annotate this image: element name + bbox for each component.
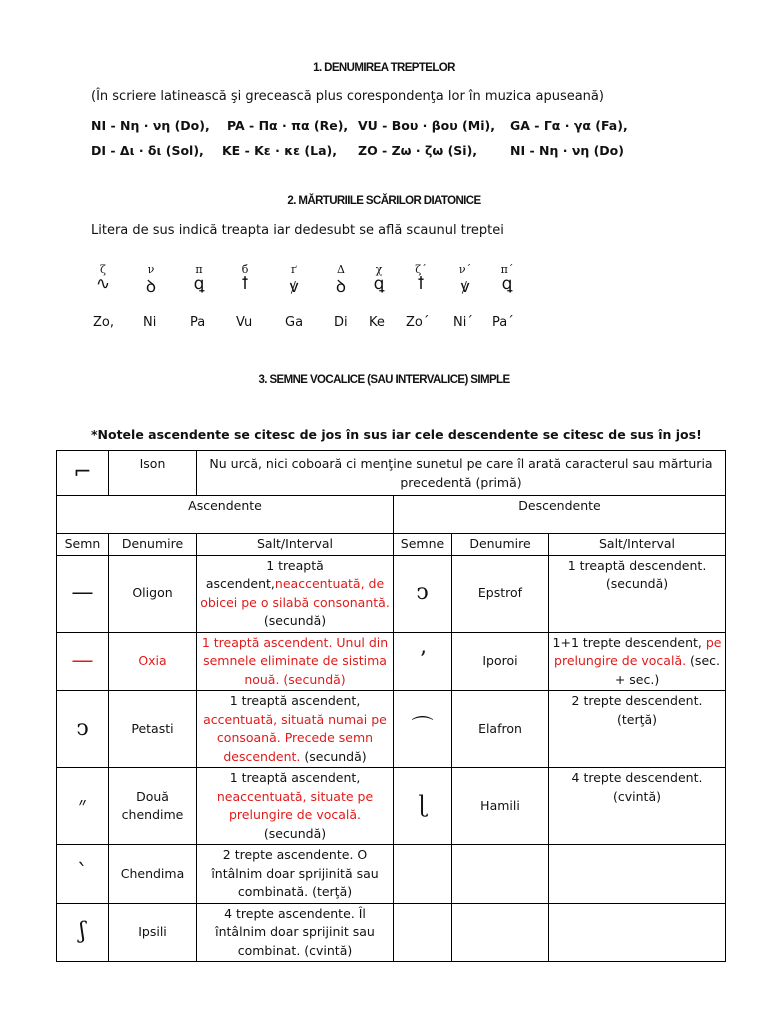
sign-interval: 2 trepte ascendente. O întâlnim doar sprijinită sau combinată. (terţă) bbox=[197, 845, 394, 904]
ipsili-sign: ʃ bbox=[57, 903, 109, 962]
ison-name: Ison bbox=[109, 451, 197, 496]
elafron-sign: ⌒ bbox=[394, 691, 452, 768]
sign-name: Chendima bbox=[109, 845, 197, 904]
petasti-sign: ↄ bbox=[57, 691, 109, 768]
sign-name: Petasti bbox=[109, 691, 197, 768]
note-vu: VU - Βου · βου (Mi), bbox=[358, 118, 495, 133]
note-ke: KE - Κε · κε (La), bbox=[222, 143, 337, 158]
sign-interval: 4 trepte ascendente. Îl întâlnim doar sprijinit sau combinat. (cvintă) bbox=[197, 903, 394, 962]
sign-interval: 1 treaptă ascendent, neaccentuată, situate pe prelungire de vocală. (secundă) bbox=[197, 768, 394, 845]
col-denumire-desc: Denumire bbox=[452, 534, 549, 556]
doua-chendime-sign: ״ bbox=[57, 768, 109, 845]
col-denumire: Denumire bbox=[109, 534, 197, 556]
ascendente-header: Ascendente bbox=[57, 496, 394, 534]
martyria-bottom-ga: ꝟ bbox=[289, 277, 299, 297]
martyria-top-zo-high: ζ´ bbox=[415, 263, 427, 276]
empty-name-cell bbox=[452, 903, 549, 962]
empty-name-cell bbox=[452, 845, 549, 904]
sign-interval: 1 treaptă ascendent. Unul din semnele eliminate de sistima nouă. (secundă) bbox=[197, 632, 394, 691]
sign-name: Ipsili bbox=[109, 903, 197, 962]
sign-name: Două chendime bbox=[109, 768, 197, 845]
martyria-top-pa: π bbox=[195, 263, 203, 276]
ison-description: Nu urcă, nici coboară ci menţine sunetul pe care îl arată caracterul sau mărturia precedentă (primă) bbox=[197, 451, 726, 496]
section2-intro: Litera de sus indică treapta iar dedesubt se află scaunul treptei bbox=[91, 223, 504, 238]
martyria-bottom-pa: ꝗ bbox=[193, 274, 205, 294]
martyria-bottom-zo: ∿ bbox=[95, 274, 111, 294]
table-row-ison bbox=[57, 451, 726, 496]
sign-name: Oligon bbox=[109, 555, 197, 632]
sign-name: Iporoi bbox=[452, 632, 549, 691]
note-zo: ZO - Ζω · ζω (Si), bbox=[358, 143, 478, 158]
note-ni-high: NI - Νη · νη (Do) bbox=[510, 143, 624, 158]
vocal-signs-table bbox=[56, 450, 726, 962]
oxia-sign: — bbox=[57, 632, 109, 691]
sign-interval: 2 trepte descendent. (terţă) bbox=[549, 691, 726, 768]
sign-interval: 4 trepte descendent. (cvintă) bbox=[549, 768, 726, 845]
sign-name: Oxia bbox=[109, 632, 197, 691]
ison-symbol: ⌐ bbox=[57, 451, 109, 496]
martyria-bottom-di: ꝺ bbox=[335, 277, 347, 297]
empty-interval-cell bbox=[549, 845, 726, 904]
martyria-bottom-ni-high: ꝟ bbox=[460, 277, 470, 297]
col-salt: Salt/Interval bbox=[197, 534, 394, 556]
martyria-bottom-pa-high: ꝗ bbox=[501, 274, 513, 294]
table-row bbox=[57, 632, 726, 691]
section2-heading: 2. MĂRTURIILE SCĂRILOR DIATONICE bbox=[287, 195, 481, 207]
note-di: DI - Δι · δι (Sol), bbox=[91, 143, 204, 158]
martyria-bottom-ke: ꝗ bbox=[373, 274, 385, 294]
martyria-name-pa: Pa bbox=[190, 315, 206, 330]
martyria-top-ni-high: ν´ bbox=[458, 263, 472, 276]
martyria-name-ke: Ke bbox=[369, 315, 385, 330]
note-pa: PA - Πα · πα (Re), bbox=[227, 118, 349, 133]
martyria-name-ni: Ni bbox=[143, 315, 157, 330]
martyria-name-ga: Ga bbox=[285, 315, 304, 330]
sign-name: Elafron bbox=[452, 691, 549, 768]
sign-name: Epstrof bbox=[452, 555, 549, 632]
table-row bbox=[57, 555, 726, 632]
reading-note: *Notele ascendente se citesc de jos în sus iar cele descendente se citesc de sus în jos! bbox=[91, 427, 702, 442]
descendente-header: Descendente bbox=[394, 496, 726, 534]
epstrof-sign: ↄ bbox=[394, 555, 452, 632]
martyria-bottom-ni: ꝺ bbox=[145, 277, 157, 297]
col-semn: Semn bbox=[57, 534, 109, 556]
martyria-top-vu: б bbox=[241, 263, 249, 276]
martyria-top-ni: ν bbox=[147, 263, 155, 276]
note-ga: GA - Γα · γα (Fa), bbox=[510, 118, 628, 133]
chendima-sign: ˋ bbox=[57, 845, 109, 904]
martyria-bottom-vu: ꝉ bbox=[241, 274, 249, 294]
sign-interval: 1 treaptă descendent. (secundă) bbox=[549, 555, 726, 632]
martyria-top-ga: ґ bbox=[291, 263, 297, 276]
table-row bbox=[57, 768, 726, 845]
martyria-top-zo: ζ bbox=[100, 263, 106, 276]
oligon-sign: — bbox=[57, 555, 109, 632]
iporoi-sign: ʼ bbox=[394, 632, 452, 691]
martyria-name-zo-high: Zo´ bbox=[406, 315, 430, 330]
martyria-name-zo: Zo, bbox=[93, 315, 114, 330]
martyria-bottom-zo-high: ꝉ bbox=[417, 274, 425, 294]
section3-heading: 3. SEMNE VOCALICE (SAU INTERVALICE) SIMPLE bbox=[258, 374, 510, 386]
section1-heading: 1. DENUMIREA TREPTELOR bbox=[313, 62, 455, 74]
sign-interval: 1 treaptă ascendent,neaccentuată, de obicei pe o silabă consonantă. (secundă) bbox=[197, 555, 394, 632]
note-ni: NI - Νη · νη (Do), bbox=[91, 118, 210, 133]
hamili-sign: ɭ bbox=[394, 768, 452, 845]
table-header-row bbox=[57, 534, 726, 556]
sign-interval: 1 treaptă ascendent, accentuată, situată numai pe consoană. Precede semn descendent. (secundă) bbox=[197, 691, 394, 768]
section1-intro: (În scriere latinească şi grecească plus corespondenţa lor în muzica apuseană) bbox=[91, 89, 604, 104]
table-row-groups bbox=[57, 496, 726, 534]
martyria-name-pa-high: Pa´ bbox=[492, 315, 514, 330]
sign-name: Hamili bbox=[452, 768, 549, 845]
martyria-name-ni-high: Ni´ bbox=[453, 315, 473, 330]
martyria-top-ke: χ bbox=[375, 263, 383, 276]
col-semne: Semne bbox=[394, 534, 452, 556]
martyria-top-di: Δ bbox=[337, 263, 345, 276]
table-row bbox=[57, 903, 726, 962]
sign-interval: 1+1 trepte descendent, pe prelungire de vocală. (sec. + sec.) bbox=[549, 632, 726, 691]
empty-sign-cell bbox=[394, 903, 452, 962]
martyria-name-di: Di bbox=[334, 315, 348, 330]
empty-interval-cell bbox=[549, 903, 726, 962]
martyria-name-vu: Vu bbox=[236, 315, 253, 330]
table-row bbox=[57, 691, 726, 768]
martyria-top-pa-high: π´ bbox=[500, 263, 514, 276]
col-salt-desc: Salt/Interval bbox=[549, 534, 726, 556]
empty-sign-cell bbox=[394, 845, 452, 904]
table-row bbox=[57, 845, 726, 904]
